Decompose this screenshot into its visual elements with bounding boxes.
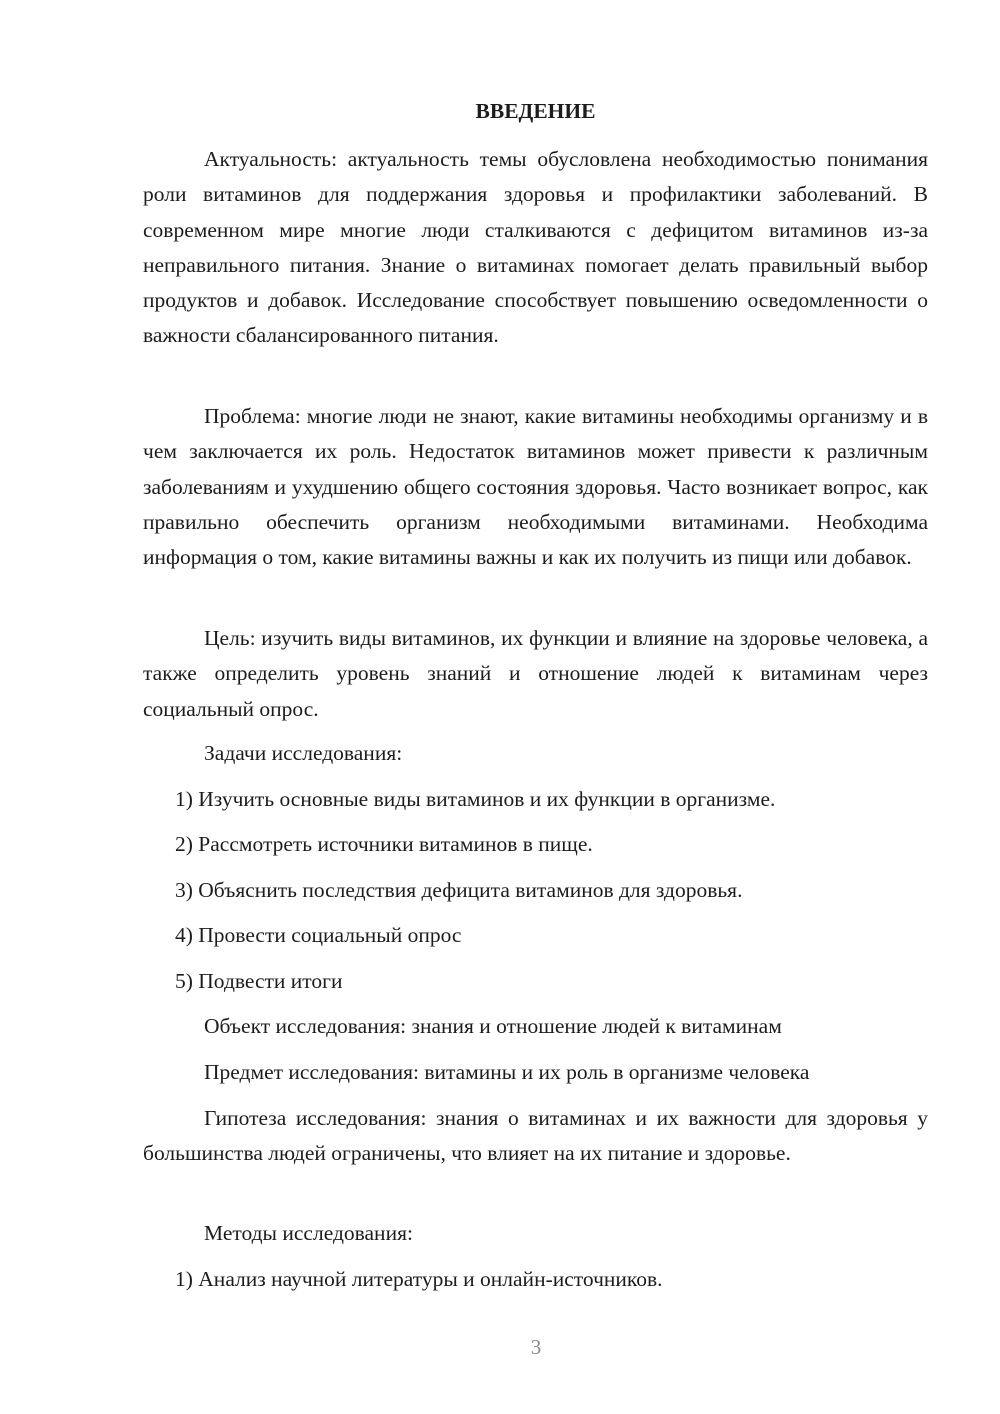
- task-item: 3) Объяснить последствия дефицита витаминов для здоровья.: [175, 878, 743, 902]
- methods-heading: Методы исследования:: [204, 1221, 413, 1245]
- task-item: 2) Рассмотреть источники витаминов в пище.: [175, 832, 593, 856]
- paragraph-problem: Проблема: многие люди не знают, какие витамины необходимы организму и в чем заключается их роль. Недостаток витаминов может привести к различным заболеваниям и ухудшению общего состояния здоровья. Часто возникает вопрос, как правильно обеспечить организм необходимыми витаминами. Необходима информация о том, какие витамины важны и как их получить из пищи или добавок.: [143, 404, 928, 570]
- research-object: Объект исследования: знания и отношение людей к витаминам: [204, 1014, 782, 1038]
- method-item: 1) Анализ научной литературы и онлайн-источников.: [175, 1267, 663, 1291]
- tasks-heading: Задачи исследования:: [204, 741, 403, 765]
- task-item: 1) Изучить основные виды витаминов и их функции в организме.: [175, 787, 776, 811]
- research-subject: Предмет исследования: витамины и их роль в организме человека: [204, 1060, 810, 1084]
- page-number: 3: [530, 1335, 542, 1359]
- paragraph-hypothesis: Гипотеза исследования: знания о витаминах и их важности для здоровья у большинства людей ограничены, что влияет на их питание и здоровье.: [143, 1106, 928, 1166]
- page-title: ВВЕДЕНИЕ: [475, 99, 596, 123]
- paragraph-goal: Цель: изучить виды витаминов, их функции и влияние на здоровье человека, а также определить уровень знаний и отношение людей к витаминам через социальный опрос.: [143, 626, 928, 721]
- task-item: 5) Подвести итоги: [175, 969, 343, 993]
- task-item: 4) Провести социальный опрос: [175, 923, 462, 947]
- paragraph-relevance: Актуальность: актуальность темы обусловлена необходимостью понимания роли витаминов для поддержания здоровья и профилактики заболеваний. В современном мире многие люди сталкиваются с дефицитом витаминов из-за неправильного питания. Знание о витаминах помогает делать правильный выбор продуктов и добавок. Исследование способствует повышению осведомленности о важности сбалансированного питания.: [143, 147, 928, 348]
